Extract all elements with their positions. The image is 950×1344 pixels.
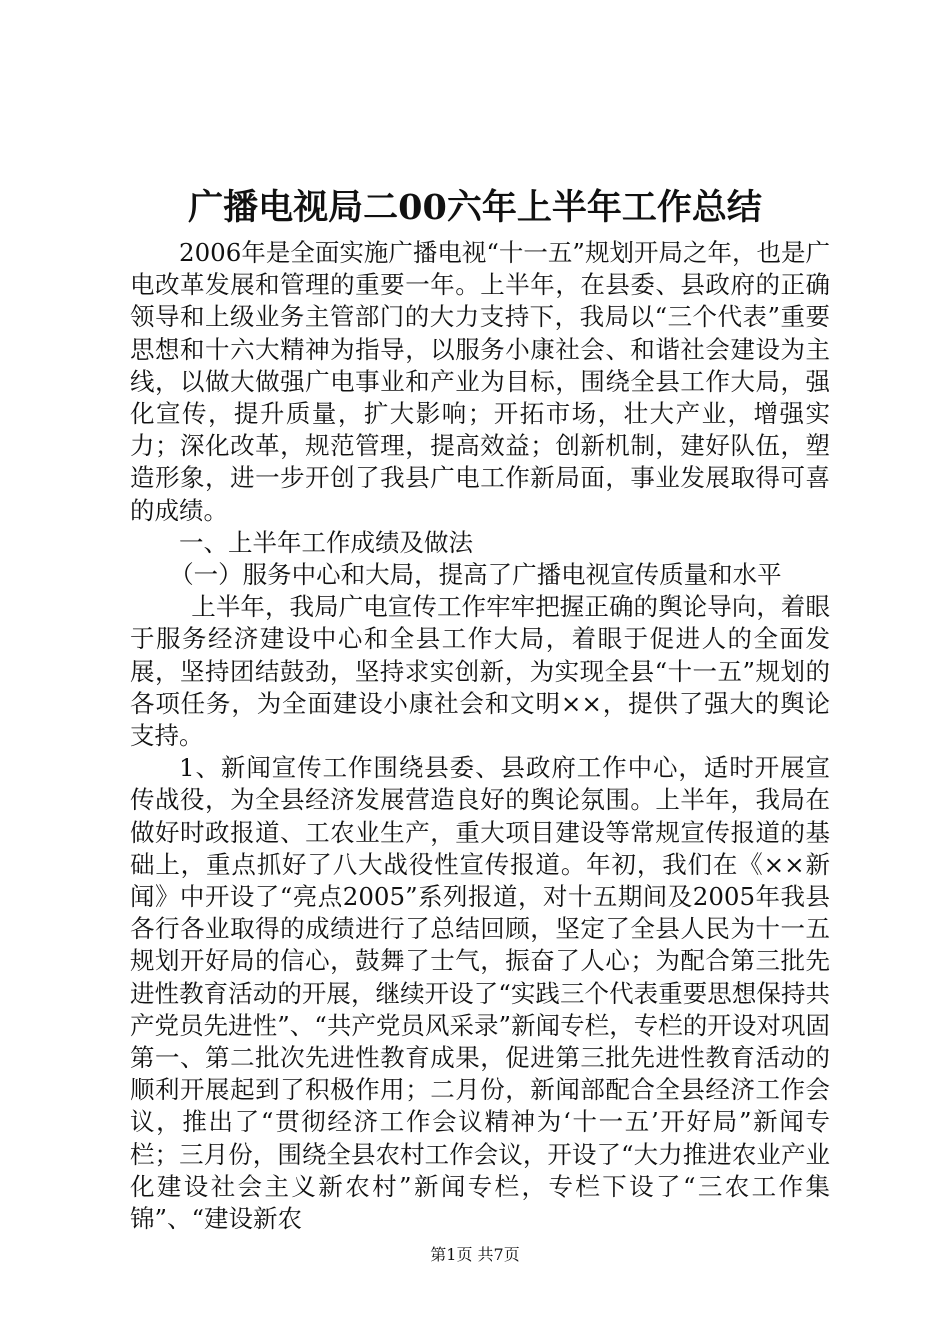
subsection-heading-1: （一）服务中心和大局，提高了广播电视宣传质量和水平 xyxy=(169,560,782,590)
paragraph-item-1: 1、新闻宣传工作围绕县委、县政府工作中心，适时开展宣传战役，为全县经济发展营造良好的舆论氛围。上半年，我局在做好时政报道、工农业生产，重大项目建设等常规宣传报道的基础上，重点抓好了八大战役性宣传报道。年初，我们在《××新闻》中开设了“亮点2005”系列报道，对十五期间及2005年我县各行各业取得的成绩进行了总结回顾，坚定了全县人民为十一五规划开好局的信心，鼓舞了士气，振奋了人心；为配合第三批先进性教育活动的开展，继续开设了“实践三个代表重要思想保持共产党员先进性”、“共产党员风采录”新闻专栏，专栏的开设对巩固第一、第二批次先进性教育成果，促进第三批先进性教育活动的顺利开展起到了积极作用；二月份，新闻部配合全县经济工作会议，推出了“贯彻经济工作会议精神为‘十一五’开好局”新闻专栏；三月份，围绕全县农村工作会议，开设了“大力推进农业产业化建设社会主义新农村”新闻专栏，专栏下设了“三农工作集锦”、“建设新农 xyxy=(130,753,830,1234)
document-body xyxy=(130,237,830,1235)
section-heading-1: 一、上半年工作成绩及做法 xyxy=(179,527,473,557)
document-title: 广播电视局二00六年上半年工作总结 xyxy=(188,187,762,228)
paragraph-intro: 2006年是全面实施广播电视“十一五”规划开局之年，也是广电改革发展和管理的重要一年。上半年，在县委、县政府的正确领导和上级业务主管部门的大力支持下，我局以“三个代表”重要思想和十六大精神为指导，以服务小康社会、和谐社会建设为主线，以做大做强广电事业和产业为目标，围绕全县工作大局，强化宣传，提升质量，扩大影响；开拓市场，壮大产业，增强实力；深化改革，规范管理，提高效益；创新机制，建好队伍，塑造形象，进一步开创了我县广电工作新局面，事业发展取得可喜的成绩。 xyxy=(130,238,830,525)
page-footer: 第1页 共7页 xyxy=(430,1245,520,1264)
paragraph-subsection-1: 上半年，我局广电宣传工作牢牢把握正确的舆论导向，着眼于服务经济建设中心和全县工作大局，着眼于促进人的全面发展，坚持团结鼓劲，坚持求实创新，为实现全县“十一五”规划的各项任务，为全面建设小康社会和文明××，提供了强大的舆论支持。 xyxy=(130,592,830,751)
